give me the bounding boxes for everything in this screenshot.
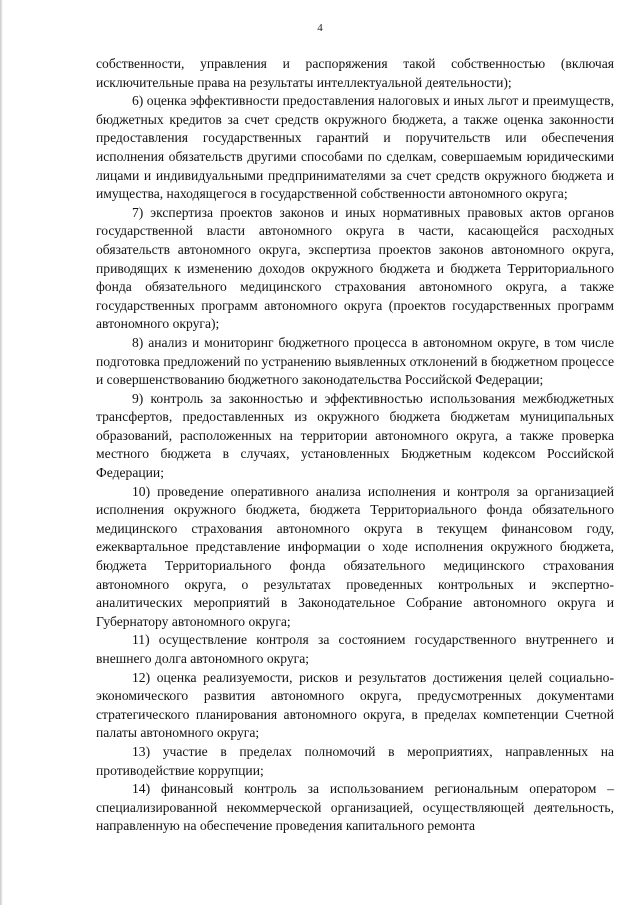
paragraph-item-6: 6) оценка эффективности предоставления налоговых и иных льгот и преимуществ, бюджетных кредитов за счет средств окружного бюджета, а также оценка законности предоставления государственных гарантий и поручительств или обеспечения исполнения обязательств другими способами по сделкам, совершаемым юридическими лицами и индивидуальными предпринимателями за счет средств окружного бюджета и имущества, находящегося в государственной собственности автономного округа; [96,93,614,202]
document-body [96,55,614,836]
paragraph-item-10: 10) проведение оперативного анализа исполнения и контроля за организацией исполнения окружного бюджета, бюджета Территориального фонда обязательного медицинского страхования автономного округа в текущем финансовом году, ежеквартальное представление информации о ходе исполнения окружного бюджета, бюджета Территориального фонда обязательного медицинского страхования автономного округа, о результатах проведенных контрольных и экспертно-аналитических мероприятий в Законодательное Собрание автономного округа и Губернатору автономного округа; [96,483,614,629]
paragraph-item-13: 13) участие в пределах полномочий в мероприятиях, направленных на противодействие коррупции; [96,743,614,778]
paragraph-item-12: 12) оценка реализуемости, рисков и результатов достижения целей социально-экономического развития автономного округа, предусмотренных документами стратегического планирования автономного округа, в пределах компетенции Счетной палаты автономного округа; [96,669,614,741]
paragraph-item-11: 11) осуществление контроля за состоянием государственного внутреннего и внешнего долга автономного округа; [96,632,614,666]
scan-edge-shadow [0,0,3,905]
paragraph-item-7: 7) экспертиза проектов законов и иных нормативных правовых актов органов государственной власти автономного округа в части, касающейся расходных обязательств автономного округа, экспертиза проектов законов автономного округа, приводящих к изменению доходов окружного бюджета и бюджета Территориального фонда обязательного медицинского страхования автономного округа, а также государственных программ автономного округа (проектов государственных программ автономного округа); [96,204,614,332]
paragraph-item-9: 9) контроль за законностью и эффективностью использования межбюджетных трансфертов, предоставленных из окружного бюджета бюджетам муниципальных образований, расположенных на территории автономного округа, а также проверка местного бюджета в случаях, установленных Бюджетным кодексом Российской Федерации; [96,390,614,481]
paragraph-item-14: 14) финансовый контроль за использованием региональным оператором – специализированной некоммерческой организацией, осуществляющей деятельность, направленную на обеспечение проведения капитального ремонта [96,781,614,834]
page-number: 4 [317,22,323,34]
paragraph-item-8: 8) анализ и мониторинг бюджетного процесса в автономном округе, в том числе подготовка предложений по устранению выявленных отклонений в бюджетном процессе и совершенствованию бюджетного законодательства Российской Федерации; [96,334,614,388]
paragraph-continuation: собственности, управления и распоряжения такой собственностью (включая исключительные права на результаты интеллектуальной деятельности); [96,56,614,90]
